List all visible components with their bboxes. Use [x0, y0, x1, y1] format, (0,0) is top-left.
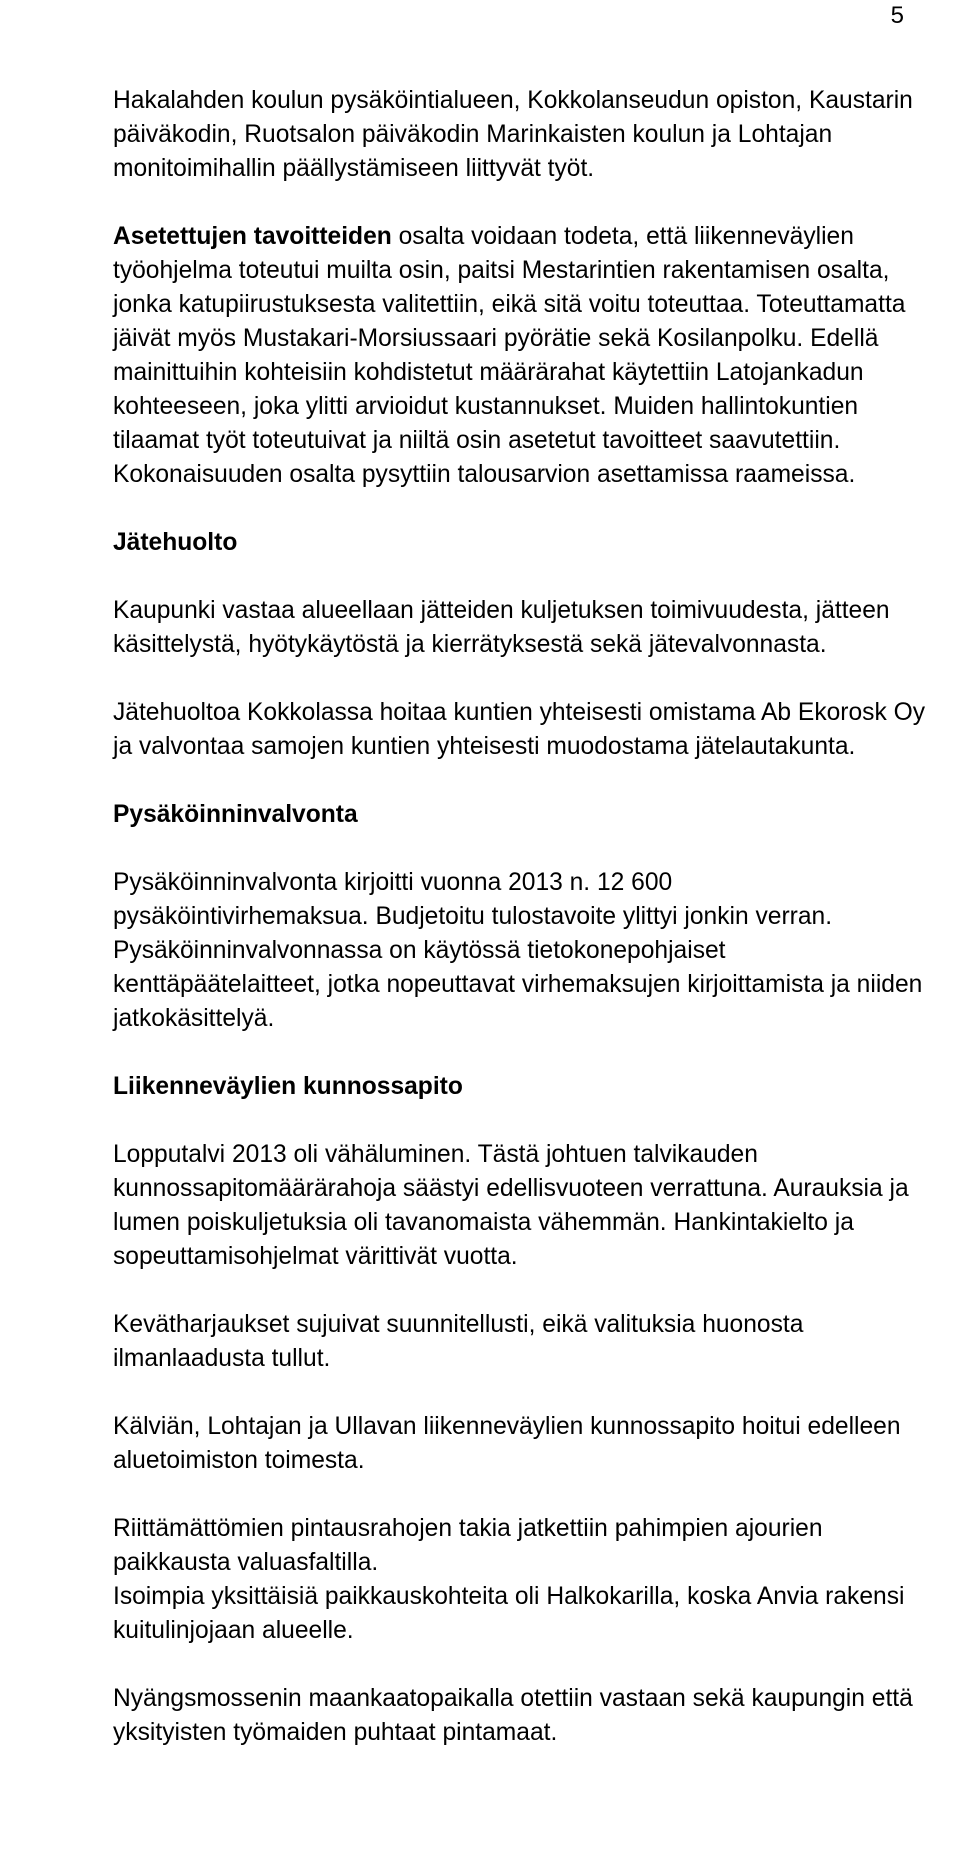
paragraph-kunnossapito-2: Kevätharjaukset sujuivat suunnitellusti, eikä valituksia huonosta ilmanlaadusta tullut.: [113, 1311, 804, 1372]
paragraph-kunnossapito-3: Kälviän, Lohtajan ja Ullavan liikenneväylien kunnossapito hoitui edelleen aluetoimiston toimesta.: [113, 1413, 901, 1474]
paragraph-goals: [113, 220, 933, 492]
goals-bold-lead: Asetettujen tavoitteiden: [113, 223, 392, 250]
paragraph-paving-works: Hakalahden koulun pysäköintialueen, Kokkolanseudun opiston, Kaustarin päiväkodin, Ruotsalon päiväkodin Marinkaisten koulun ja Lohtajan monitoimihallin päällystämiseen liittyvät työt.: [113, 87, 913, 182]
heading-kunnossapito: Liikenneväylien kunnossapito: [113, 1073, 463, 1100]
document-body: [113, 84, 933, 1750]
page-number: 5: [890, 2, 904, 29]
heading-jatehuolto: Jätehuolto: [113, 529, 238, 556]
paragraph-kunnossapito-4: Riittämättömien pintausrahojen takia jatkettiin pahimpien ajourien paikkausta valuasfaltilla.: [113, 1515, 823, 1576]
paragraph-kunnossapito-6: Nyängsmossenin maankaatopaikalla otettiin vastaan sekä kaupungin että yksityisten työmaiden puhtaat pintamaat.: [113, 1685, 913, 1746]
paragraph-kunnossapito-1: Lopputalvi 2013 oli vähäluminen. Tästä johtuen talvikauden kunnossapitomäärärahoja säästyi edellisvuoteen verrattuna. Aurauksia ja lumen poiskuljetuksia oli tavanomaista vähemmän. Hankintakielto ja sopeuttamisohjelmat värittivät vuotta.: [113, 1141, 909, 1270]
heading-pysakointi: Pysäköinninvalvonta: [113, 801, 358, 828]
paragraph-kunnossapito-5: Isoimpia yksittäisiä paikkauskohteita oli Halkokarilla, koska Anvia rakensi kuitulinjojaan alueelle.: [113, 1583, 905, 1644]
goals-text: osalta voidaan todeta, että liikenneväylien työohjelma toteutui muilta osin, paitsi Mestarintien rakentamisen osalta, jonka katupiirustuksesta valitettiin, eikä sitä voitu toteuttaa. Toteuttamatta jäivät myös Mustakari-Morsiussaari pyörätie sekä Kosilanpolku. Edellä mainittuihin kohteisiin kohdistetut määrärahat käytettiin Latojankadun kohteeseen, joka ylitti arvioidut kustannukset. Muiden hallintokuntien tilaamat työt toteutuivat ja niiltä osin asetetut tavoitteet saavutettiin. Kokonaisuuden osalta pysyttiin talousarvion asettamissa raameissa.: [113, 223, 906, 488]
paragraph-jatehuolto-1: Kaupunki vastaa alueellaan jätteiden kuljetuksen toimivuudesta, jätteen käsittelystä, hyötykäytöstä ja kierrätyksestä sekä jätevalvonnasta.: [113, 597, 890, 658]
paragraph-pysakointi-1: Pysäköinninvalvonta kirjoitti vuonna 2013 n. 12 600 pysäköintivirhemaksua. Budjetoitu tulostavoite ylittyi jonkin verran. Pysäköinninvalvonnassa on käytössä tietokonepohjaiset kenttäpäätelaitteet, jotka nopeuttavat virhemaksujen kirjoittamista ja niiden jatkokäsittelyä.: [113, 869, 923, 1032]
paragraph-jatehuolto-2: Jätehuoltoa Kokkolassa hoitaa kuntien yhteisesti omistama Ab Ekorosk Oy ja valvontaa samojen kuntien yhteisesti muodostama jätelautakunta.: [113, 699, 926, 760]
